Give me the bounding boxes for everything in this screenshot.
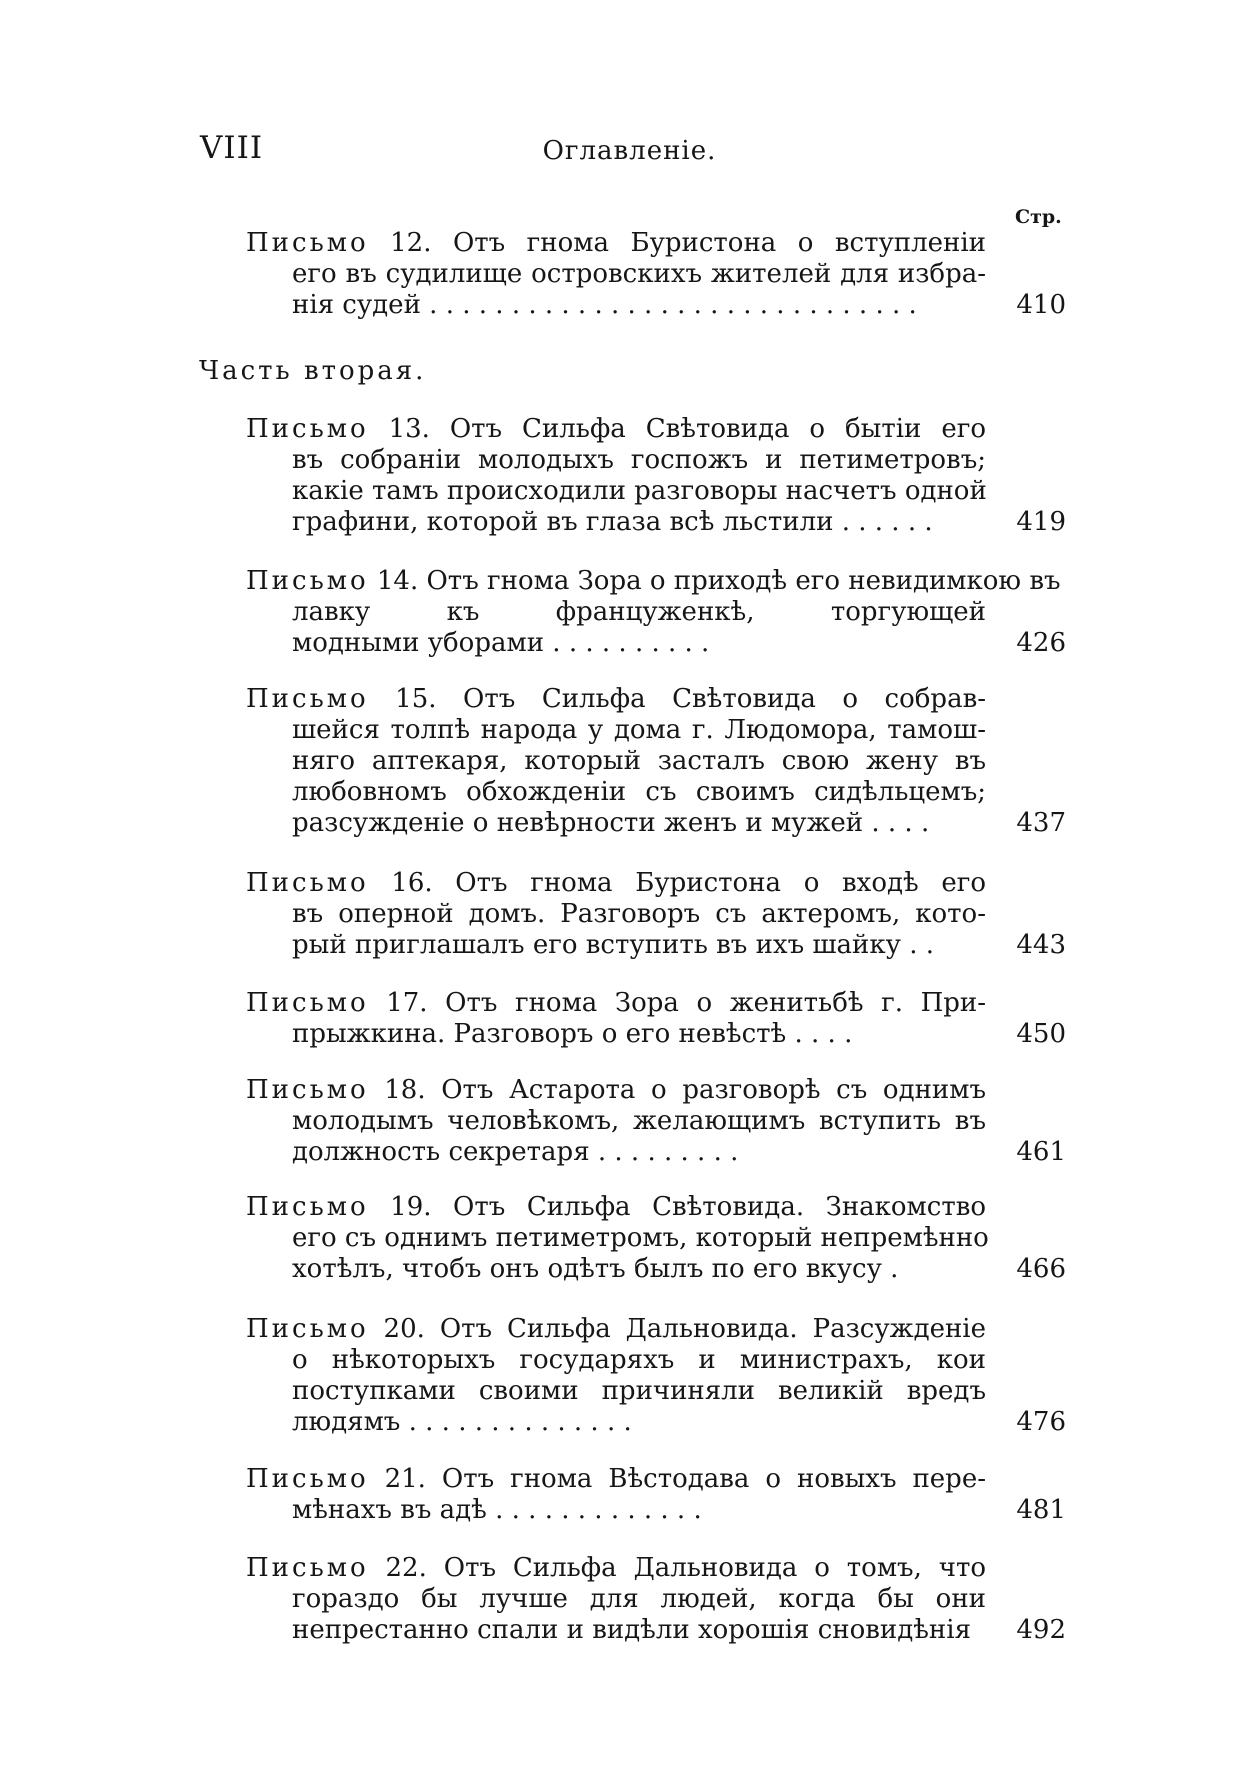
toc-entry-line [246,808,986,839]
dot-leader: . . . . . . [833,507,933,537]
toc-entry-line [246,1254,986,1285]
toc-entry-line [246,684,986,715]
toc-entry [246,566,1066,659]
toc-entry-word: Письмо [246,228,369,258]
toc-entry-line [246,1345,986,1376]
toc-entry-word: Письмо [246,1464,369,1494]
toc-entry-line [246,566,1061,597]
toc-entry-line [246,507,986,538]
toc-entry [246,868,1066,961]
toc-entry-text: нія судей [292,290,421,320]
toc-page-number: 437 [1016,808,1066,838]
toc-entry [246,228,1066,321]
toc-entry-line [246,868,986,899]
toc-entry-line [246,899,986,930]
toc-entry-text: няго аптекаря, который засталъ свою жену въ [292,746,986,776]
toc-entry-text: непрестанно спали и видѣли хорошія сновидѣнія [292,1615,971,1645]
toc-entry-text: графини, которой въ глаза всѣ льстили [292,507,834,537]
toc-page-number: 426 [1016,628,1066,658]
dot-leader: . . . . . . . . . [589,1137,739,1167]
toc-page-number: 481 [1016,1495,1066,1525]
dot-leader: . . . . . . . . . . [544,628,710,658]
toc-entry-word: Письмо [246,868,369,898]
toc-entry-text: 21. Отъ гнома Вѣстодава о новыхъ пере- [384,1464,986,1494]
toc-page-number: 492 [1016,1615,1066,1645]
toc-entry-text: 17. Отъ гнома Зора о женитьбѣ г. При- [386,988,987,1018]
toc-entry-line [246,259,986,290]
toc-entry-line [246,1192,986,1223]
dot-leader: . . . . . . . . . . . . . [486,1495,702,1525]
toc-entry [246,1192,1066,1285]
toc-entry-text: хотѣлъ, чтобъ онъ одѣтъ былъ по его вкусу [292,1254,882,1284]
toc-entry-text: 14. Отъ гнома Зора о приходѣ его невидимкою въ [376,566,1061,596]
toc-entry-line [246,1106,986,1137]
toc-entry-text: шейся толпѣ народа у дома г. Людомора, тамош- [292,715,986,745]
toc-entry-word: Письмо [246,566,369,596]
toc-page-number: 419 [1016,507,1066,537]
toc-entry-line [246,777,986,808]
toc-entry-word: Письмо [246,414,369,444]
toc-entry-text: молодымъ человѣкомъ, желающимъ вступить въ [292,1106,986,1136]
toc-entry-text: 13. Отъ Сильфа Свѣтовида о бытіи его [388,414,986,444]
toc-entry-word: Письмо [246,684,369,714]
toc-entry-line [246,228,986,259]
toc-entry-line [246,746,986,777]
toc-entry-word: Письмо [246,1192,369,1222]
toc-entry-text: его съ однимъ петиметромъ, который непремѣнно [292,1223,989,1253]
toc-entry-line [246,597,986,628]
toc-entry-text: о нѣкоторыхъ государяхъ и министрахъ, кои [292,1345,986,1375]
toc-entry-line [246,1223,989,1254]
toc-page-number: 450 [1016,1019,1066,1049]
toc-entry-text: гораздо бы лучше для людей, когда бы они [292,1584,986,1614]
toc-entry-word: Письмо [246,988,369,1018]
toc-entry-text: мѣнахъ въ адѣ [292,1495,487,1525]
toc-page-number: 476 [1016,1407,1066,1437]
toc-entry-text: 16. Отъ гнома Буристона о входѣ его [391,868,986,898]
toc-entry-text: разсужденіе о невѣрности женъ и мужей [292,808,864,838]
toc-entry-line [246,476,986,507]
toc-page-number: 443 [1016,930,1066,960]
toc-entry-text: 22. Отъ Сильфа Дальновида о томъ, что [385,1553,986,1583]
toc-entry-line [246,1553,986,1584]
toc-entry-line [246,1019,986,1050]
toc-page-number: 466 [1016,1254,1066,1284]
toc-entry-text: какіе тамъ происходили разговоры насчетъ одной [292,476,987,506]
toc-entry-word: Письмо [246,1314,369,1344]
toc-entry-text: 18. Отъ Астарота о разговорѣ съ однимъ [384,1075,986,1105]
page-column-label: Стр. [1015,206,1062,228]
toc-entry-text: людямъ [292,1407,401,1437]
part-heading: Часть вторая. [199,356,427,386]
toc-entry [246,988,1066,1050]
toc-entry-text: въ оперной домъ. Разговоръ съ актеромъ, кото- [292,899,986,929]
toc-entry-word: Письмо [246,1075,369,1105]
dot-leader: . . . . . . . . . . . . . . . . . . . . . . . . . . . . . . [420,290,917,320]
toc-entry-text: 20. Отъ Сильфа Дальновида. Разсужденіе [383,1314,987,1344]
toc-entry-text: рый приглашалъ его вступить въ ихъ шайку [292,930,901,960]
page-number: VIII [200,130,264,166]
dot-leader: . [881,1254,899,1284]
toc-entry-text: поступками своими причиняли великій вредъ [292,1376,986,1406]
toc-entry-line [246,1407,986,1438]
toc-entry-line [246,715,986,746]
toc-entry-line [246,930,986,961]
toc-entry-line [246,1137,986,1168]
toc-entry [246,1553,1066,1646]
toc-entry [246,684,1066,839]
toc-entry-text: 15. Отъ Сильфа Свѣтовида о собрав- [395,684,986,714]
toc-entry-line [246,445,986,476]
toc-page-number: 461 [1016,1137,1066,1167]
dot-leader: . . . . [786,1019,853,1049]
toc-entry-line [246,988,986,1019]
toc-entry-text: 19. Отъ Сильфа Свѣтовида. Знакомство [390,1192,987,1222]
toc-entry [246,414,1066,538]
toc-entry-text: его въ судилище островскихъ жителей для избра- [292,259,986,289]
toc-entry-text: модными уборами [292,628,545,658]
toc-entry-text: въ собраніи молодыхъ госпожъ и петиметровъ; [292,445,986,475]
toc-entry-text: должность секретаря [292,1137,590,1167]
toc-entry [246,1075,1066,1168]
toc-entry-line [246,1464,986,1495]
toc-entry-line [246,1376,986,1407]
dot-leader: . . . . [863,808,930,838]
toc-entry [246,1314,1066,1438]
toc-entry-line [246,290,986,321]
toc-entry-line [246,1584,986,1615]
dot-leader: . . . . . . . . . . . . . . [400,1407,632,1437]
toc-entry [246,1464,1066,1526]
toc-entry-line [246,414,986,445]
page-title: Оглавленіе. [542,136,717,166]
toc-entry-text: лавку къ француженкѣ, торгующей [292,597,986,627]
toc-entry-line [246,1314,986,1345]
toc-entry-word: Письмо [246,1553,369,1583]
toc-entry-line [246,1615,986,1646]
toc-entry-line [246,1075,986,1106]
toc-entry-line [246,628,986,659]
toc-entry-text: прыжкина. Разговоръ о его невѣстѣ [292,1019,787,1049]
toc-entry-text: 12. Отъ гнома Буристона о вступленіи [390,228,987,258]
toc-entry-line [246,1495,986,1526]
dot-leader: . . [900,930,934,960]
toc-page-number: 410 [1016,290,1066,320]
toc-entry-text: любовномъ обхожденіи съ своимъ сидѣльцемъ; [292,777,986,807]
